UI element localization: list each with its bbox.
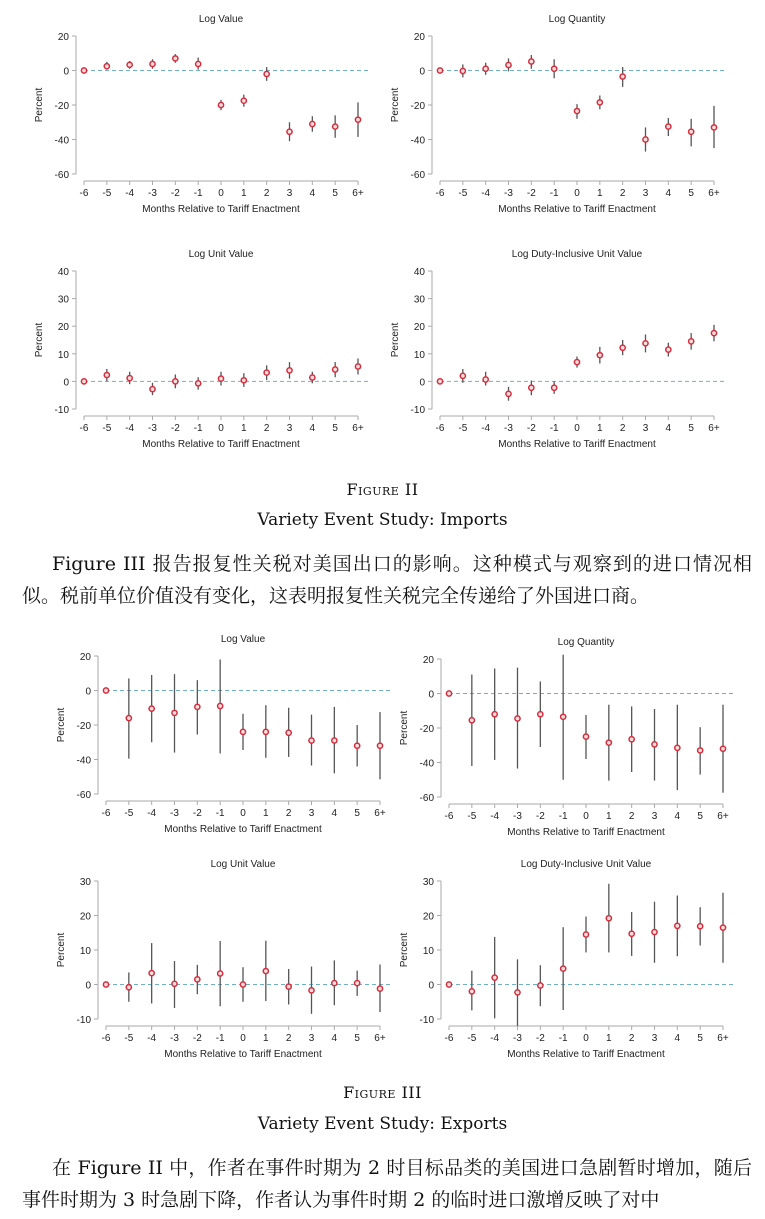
x-tick-label: -6 — [435, 188, 445, 199]
data-point — [437, 379, 442, 384]
x-tick-label: -1 — [215, 1033, 225, 1044]
y-tick-label: -60 — [419, 793, 434, 804]
data-point — [446, 982, 451, 987]
x-tick-label: -3 — [170, 1033, 179, 1044]
x-tick-label: -6 — [101, 808, 111, 819]
x-tick-label: -5 — [124, 808, 134, 819]
x-axis-label: Months Relative to Tariff Enactment — [142, 204, 300, 215]
x-tick-label: -4 — [125, 423, 135, 434]
x-tick-label: -6 — [444, 811, 454, 822]
chart-fig3-log-value — [52, 620, 402, 845]
x-tick-label: -2 — [192, 1033, 202, 1044]
data-point — [574, 359, 579, 364]
x-tick-label: 0 — [574, 188, 580, 199]
y-tick-label: -10 — [410, 405, 425, 416]
data-point — [103, 688, 108, 693]
y-axis-label: Percent — [390, 322, 401, 358]
x-tick-label: -2 — [535, 1033, 545, 1044]
x-tick-label: -5 — [467, 811, 477, 822]
data-point — [583, 932, 588, 937]
x-tick-label: 0 — [240, 808, 246, 819]
y-tick-label: 0 — [63, 377, 69, 389]
y-tick-label: 0 — [85, 980, 91, 992]
data-point — [529, 59, 534, 64]
data-point — [574, 108, 579, 113]
data-point — [483, 66, 488, 71]
chart-title: Log Value — [220, 634, 266, 645]
data-point — [515, 990, 520, 995]
x-tick-label: 3 — [642, 188, 649, 199]
y-tick-label: 20 — [413, 322, 425, 334]
y-tick-label: -40 — [419, 758, 434, 770]
x-tick-label: -2 — [526, 423, 536, 434]
x-tick-label: -3 — [148, 423, 157, 434]
x-tick-label: -3 — [504, 188, 513, 199]
data-point — [597, 353, 602, 358]
y-tick-label: 30 — [413, 294, 425, 306]
y-tick-label: 20 — [413, 32, 425, 43]
x-tick-label: 6+ — [374, 808, 386, 819]
chart-fig2-log-value — [30, 0, 380, 225]
data-point — [711, 331, 716, 336]
data-point — [218, 971, 223, 976]
x-tick-label: 1 — [606, 1033, 612, 1044]
y-tick-label: 20 — [57, 32, 69, 43]
x-tick-label: 5 — [697, 1033, 703, 1044]
y-axis-label: Percent — [399, 932, 410, 968]
x-tick-label: -3 — [170, 808, 179, 819]
y-tick-label: -20 — [410, 101, 425, 112]
y-tick-label: -20 — [419, 724, 434, 735]
x-tick-label: 5 — [332, 188, 338, 199]
y-tick-label: -20 — [76, 721, 91, 732]
x-tick-label: 0 — [240, 1033, 246, 1044]
y-axis-label: Percent — [34, 322, 45, 358]
x-tick-label: 6+ — [352, 423, 364, 434]
x-tick-label: 2 — [285, 808, 292, 819]
x-tick-label: -4 — [490, 811, 500, 822]
data-point — [127, 62, 132, 67]
y-tick-label: 10 — [79, 946, 91, 957]
data-point — [460, 373, 465, 378]
x-tick-label: 3 — [651, 811, 658, 822]
data-point — [561, 966, 566, 971]
x-tick-label: -5 — [102, 188, 112, 199]
x-tick-label: 1 — [597, 423, 603, 434]
x-axis-label: Months Relative to Tariff Enactment — [142, 439, 300, 450]
data-point — [355, 743, 360, 748]
x-axis-label: Months Relative to Tariff Enactment — [507, 827, 665, 838]
figure-title: Variety Event Study: Imports — [257, 510, 508, 530]
x-tick-label: -4 — [481, 423, 491, 434]
y-tick-label: 10 — [57, 349, 69, 361]
x-tick-label: 2 — [285, 1033, 292, 1044]
x-tick-label: -2 — [535, 811, 545, 822]
data-point — [355, 981, 360, 986]
data-point — [173, 379, 178, 384]
x-tick-label: 4 — [309, 188, 316, 199]
data-point — [377, 743, 382, 748]
chart-title: Log Value — [198, 14, 244, 25]
y-tick-label: 20 — [57, 322, 69, 334]
x-tick-label: -1 — [193, 423, 203, 434]
chart-title: Log Quantity — [548, 14, 606, 25]
x-tick-label: -6 — [101, 1033, 111, 1044]
data-point — [460, 68, 465, 73]
data-point — [127, 375, 132, 380]
x-tick-label: 2 — [619, 423, 626, 434]
data-point — [173, 56, 178, 61]
x-tick-label: 2 — [628, 1033, 635, 1044]
x-tick-label: 0 — [218, 188, 224, 199]
y-tick-label: -60 — [76, 790, 91, 801]
x-tick-label: -5 — [467, 1033, 477, 1044]
data-point — [263, 968, 268, 973]
data-point — [126, 985, 131, 990]
data-point — [172, 981, 177, 986]
data-point — [333, 124, 338, 129]
y-axis-label: Percent — [399, 710, 410, 746]
data-point — [629, 931, 634, 936]
x-tick-label: -6 — [435, 423, 445, 434]
x-tick-label: -4 — [147, 808, 157, 819]
y-tick-label: 20 — [79, 911, 91, 923]
x-axis-label: Months Relative to Tariff Enactment — [164, 824, 322, 835]
x-tick-label: 3 — [308, 1033, 315, 1044]
y-tick-label: 0 — [428, 689, 434, 701]
x-tick-label: -3 — [513, 811, 522, 822]
data-point — [218, 102, 223, 107]
data-point — [172, 710, 177, 715]
x-tick-label: -5 — [102, 423, 112, 434]
data-point — [333, 367, 338, 372]
data-point — [355, 117, 360, 122]
y-tick-label: 10 — [422, 946, 434, 957]
data-point — [240, 729, 245, 734]
x-tick-label: 2 — [263, 188, 270, 199]
chart-title: Log Duty-Inclusive Unit Value — [511, 249, 643, 260]
y-tick-label: -60 — [54, 170, 69, 181]
chart-fig3-log-quantity — [395, 623, 745, 848]
x-tick-label: 6+ — [374, 1033, 386, 1044]
y-axis-label: Percent — [34, 87, 45, 123]
data-point — [538, 712, 543, 717]
x-tick-label: -3 — [504, 423, 513, 434]
data-point — [309, 988, 314, 993]
x-tick-label: 4 — [665, 423, 672, 434]
data-point — [309, 738, 314, 743]
data-point — [286, 984, 291, 989]
data-point — [583, 734, 588, 739]
data-point — [195, 977, 200, 982]
x-tick-label: -2 — [526, 188, 536, 199]
chart-fig2-log-duty-inclusive-unit-value — [386, 235, 736, 460]
x-tick-label: 1 — [606, 811, 612, 822]
data-point — [104, 64, 109, 69]
data-point — [666, 124, 671, 129]
data-point — [103, 982, 108, 987]
x-tick-label: -1 — [558, 1033, 568, 1044]
x-tick-label: 1 — [263, 1033, 269, 1044]
y-tick-label: 30 — [422, 877, 434, 888]
data-point — [711, 125, 716, 130]
chart-title: Log Unit Value — [188, 249, 254, 260]
data-point — [720, 925, 725, 930]
data-point — [506, 391, 511, 396]
y-tick-label: 0 — [85, 686, 91, 698]
x-tick-label: 6+ — [717, 1033, 729, 1044]
data-point — [263, 729, 268, 734]
x-tick-label: -4 — [481, 188, 491, 199]
x-tick-label: -6 — [79, 423, 89, 434]
y-tick-label: 20 — [422, 911, 434, 923]
data-point — [310, 121, 315, 126]
data-point — [492, 975, 497, 980]
data-point — [652, 742, 657, 747]
figure-label: Figure III — [343, 1083, 422, 1102]
x-tick-label: 5 — [688, 423, 694, 434]
x-tick-label: 4 — [665, 188, 672, 199]
data-point — [689, 129, 694, 134]
x-tick-label: -3 — [148, 188, 157, 199]
x-tick-label: -5 — [458, 423, 468, 434]
data-point — [643, 341, 648, 346]
data-point — [483, 377, 488, 382]
x-tick-label: 4 — [309, 423, 316, 434]
data-point — [126, 716, 131, 721]
data-point — [218, 376, 223, 381]
data-point — [287, 368, 292, 373]
x-tick-label: -4 — [490, 1033, 500, 1044]
y-tick-label: 30 — [57, 294, 69, 306]
y-tick-label: 30 — [79, 877, 91, 888]
x-tick-label: 0 — [583, 811, 589, 822]
y-tick-label: -10 — [54, 405, 69, 416]
x-tick-label: 0 — [583, 1033, 589, 1044]
data-point — [310, 375, 315, 380]
data-point — [241, 378, 246, 383]
chart-fig2-log-quantity — [386, 0, 736, 225]
x-tick-label: 3 — [308, 808, 315, 819]
data-point — [675, 745, 680, 750]
data-point — [332, 738, 337, 743]
chart-fig3-log-unit-value — [52, 845, 402, 1070]
data-point — [529, 385, 534, 390]
y-tick-label: -10 — [76, 1015, 91, 1026]
x-tick-label: -2 — [170, 423, 180, 434]
data-point — [552, 66, 557, 71]
data-point — [597, 100, 602, 105]
y-tick-label: -40 — [76, 755, 91, 767]
chart-title: Log Unit Value — [210, 859, 276, 870]
x-tick-label: -2 — [170, 188, 180, 199]
x-axis-label: Months Relative to Tariff Enactment — [498, 439, 656, 450]
data-point — [552, 385, 557, 390]
x-tick-label: -2 — [192, 808, 202, 819]
data-point — [675, 923, 680, 928]
x-tick-label: 5 — [354, 1033, 360, 1044]
data-point — [196, 61, 201, 66]
y-axis-label: Percent — [390, 87, 401, 123]
x-axis-label: Months Relative to Tariff Enactment — [498, 204, 656, 215]
x-tick-label: 5 — [354, 808, 360, 819]
data-point — [332, 981, 337, 986]
x-tick-label: -5 — [124, 1033, 134, 1044]
y-tick-label: -40 — [410, 135, 425, 147]
y-tick-label: 20 — [79, 652, 91, 663]
data-point — [355, 364, 360, 369]
x-tick-label: 6+ — [708, 188, 720, 199]
data-point — [150, 61, 155, 66]
x-tick-label: -1 — [549, 188, 559, 199]
chart-fig2-log-unit-value — [30, 235, 380, 460]
x-tick-label: -6 — [444, 1033, 454, 1044]
data-point — [218, 703, 223, 708]
x-tick-label: 4 — [331, 808, 338, 819]
x-tick-label: 1 — [241, 423, 247, 434]
y-tick-label: -40 — [54, 135, 69, 147]
data-point — [629, 737, 634, 742]
y-tick-label: 0 — [428, 980, 434, 992]
data-point — [698, 748, 703, 753]
figure-title: Variety Event Study: Exports — [257, 1114, 508, 1134]
data-point — [620, 345, 625, 350]
data-point — [437, 68, 442, 73]
data-point — [149, 971, 154, 976]
x-tick-label: 3 — [286, 188, 293, 199]
data-point — [561, 714, 566, 719]
data-point — [620, 74, 625, 79]
x-tick-label: 1 — [241, 188, 247, 199]
data-point — [240, 982, 245, 987]
y-tick-label: 0 — [419, 66, 425, 78]
data-point — [377, 986, 382, 991]
data-point — [264, 370, 269, 375]
body-paragraph: Figure III 报告报复性关税对美国出口的影响。这种模式与观察到的进口情况相似。税前单位价值没有变化，这表明报复性关税完全传递给了外国进口商。 — [22, 553, 752, 607]
data-point — [241, 98, 246, 103]
x-tick-label: 5 — [332, 423, 338, 434]
x-axis-label: Months Relative to Tariff Enactment — [507, 1049, 665, 1060]
y-axis-label: Percent — [56, 932, 67, 968]
data-point — [81, 379, 86, 384]
x-tick-label: -1 — [193, 188, 203, 199]
figure-label: Figure II — [346, 480, 419, 499]
x-tick-label: 5 — [688, 188, 694, 199]
x-axis-label: Months Relative to Tariff Enactment — [164, 1049, 322, 1060]
data-point — [286, 730, 291, 735]
x-tick-label: 2 — [628, 811, 635, 822]
data-point — [446, 691, 451, 696]
x-tick-label: 2 — [619, 188, 626, 199]
x-tick-label: 5 — [697, 811, 703, 822]
chart-fig3-log-duty-inclusive-unit-value — [395, 845, 745, 1070]
x-tick-label: 4 — [674, 811, 681, 822]
chart-title: Log Quantity — [557, 637, 615, 648]
data-point — [150, 387, 155, 392]
x-tick-label: 3 — [642, 423, 649, 434]
x-tick-label: 3 — [286, 423, 293, 434]
y-tick-label: 40 — [57, 267, 69, 278]
data-point — [492, 712, 497, 717]
x-tick-label: 0 — [218, 423, 224, 434]
x-tick-label: -6 — [79, 188, 89, 199]
data-point — [538, 983, 543, 988]
data-point — [469, 718, 474, 723]
x-tick-label: -4 — [147, 1033, 157, 1044]
x-tick-label: -1 — [215, 808, 225, 819]
x-tick-label: 1 — [263, 808, 269, 819]
x-tick-label: 6+ — [352, 188, 364, 199]
data-point — [195, 704, 200, 709]
y-tick-label: 10 — [413, 349, 425, 361]
data-point — [81, 68, 86, 73]
x-tick-label: 2 — [263, 423, 270, 434]
data-point — [666, 347, 671, 352]
y-tick-label: 0 — [63, 66, 69, 78]
x-tick-label: 6+ — [717, 811, 729, 822]
data-point — [287, 129, 292, 134]
x-tick-label: 3 — [651, 1033, 658, 1044]
x-tick-label: 6+ — [708, 423, 720, 434]
data-point — [264, 71, 269, 76]
y-tick-label: -60 — [410, 170, 425, 181]
x-tick-label: -4 — [125, 188, 135, 199]
x-tick-label: -1 — [558, 811, 568, 822]
data-point — [689, 339, 694, 344]
x-tick-label: -1 — [549, 423, 559, 434]
body-paragraph: 在 Figure II 中，作者在事件时期为 2 时目标品类的美国进口急剧暂时增加，随后事件时期为 3 时急剧下降，作者认为事件时期 2 的临时进口激增反映了对中 — [22, 1157, 752, 1211]
data-point — [515, 716, 520, 721]
x-tick-label: -3 — [513, 1033, 522, 1044]
x-tick-label: 4 — [331, 1033, 338, 1044]
data-point — [196, 381, 201, 386]
data-point — [652, 929, 657, 934]
y-axis-label: Percent — [56, 707, 67, 743]
data-point — [149, 706, 154, 711]
data-point — [469, 989, 474, 994]
y-tick-label: 0 — [419, 377, 425, 389]
data-point — [606, 740, 611, 745]
data-point — [643, 137, 648, 142]
chart-title: Log Duty-Inclusive Unit Value — [520, 859, 652, 870]
data-point — [720, 746, 725, 751]
y-tick-label: 40 — [413, 267, 425, 278]
data-point — [698, 924, 703, 929]
data-point — [104, 372, 109, 377]
x-tick-label: 0 — [574, 423, 580, 434]
data-point — [506, 62, 511, 67]
y-tick-label: 20 — [422, 655, 434, 666]
x-tick-label: 4 — [674, 1033, 681, 1044]
y-tick-label: -10 — [419, 1015, 434, 1026]
x-tick-label: 1 — [597, 188, 603, 199]
y-tick-label: -20 — [54, 101, 69, 112]
x-tick-label: -5 — [458, 188, 468, 199]
data-point — [606, 916, 611, 921]
